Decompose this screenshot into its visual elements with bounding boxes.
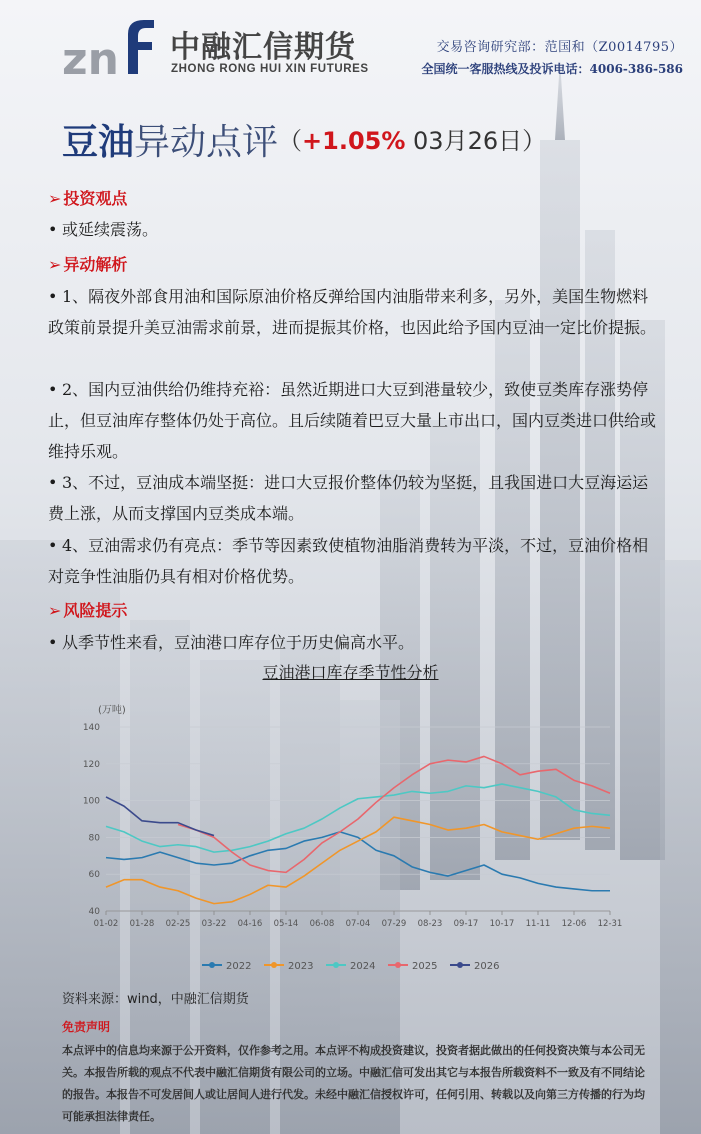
bullet-icon: • (48, 220, 58, 239)
y-tick-label: 120 (82, 759, 100, 770)
analysis-item-2: • 2、国内豆油供给仍维持充裕：虽然近期进口大豆到港量较少，致使豆类库存涨势停止，但豆油库存整体仍处于高位。且后续随着巴豆大量上市出口，国内豆类进口供给或维持乐观。 (48, 374, 660, 467)
legend-marker-2023 (271, 962, 277, 968)
y-unit-label: (万吨) (98, 705, 126, 716)
disclaimer-heading: 免责声明 (62, 1020, 111, 1034)
x-tick-label: 04-16 (237, 919, 263, 929)
series-line-2023 (106, 817, 610, 903)
x-tick-label: 11-11 (525, 919, 551, 929)
legend-marker-2026 (457, 962, 463, 968)
analysis-item-4: • 4、豆油需求仍有亮点：季节等因素致使植物油脂消费转为平淡，不过，豆油价格相对竞争性油脂仍具有相对价格优势。 (48, 530, 660, 592)
x-tick-label: 07-04 (345, 919, 371, 929)
arrow-icon: ➢ (48, 189, 62, 208)
chart-title: 豆油港口库存季节性分析 (262, 663, 439, 682)
legend-label-2024: 2024 (350, 961, 376, 972)
title-paren: （ (278, 127, 303, 155)
title-date: 03月26日） (405, 127, 547, 155)
title-change: +1.05% (302, 127, 406, 155)
data-source: 资料来源：wind，中融汇信期货 (62, 992, 249, 1007)
research-contact: 交易咨询研究部：范国和（Z0014795） (436, 40, 683, 55)
legend-marker-2022 (209, 962, 215, 968)
legend-marker-2025 (395, 962, 401, 968)
y-tick-label: 140 (82, 723, 100, 733)
x-tick-label: 06-08 (309, 919, 335, 929)
x-tick-label: 02-25 (165, 919, 191, 929)
title-product: 豆油 (62, 122, 135, 163)
view-item: • 或延续震荡。 (48, 214, 660, 245)
y-tick-label: 80 (88, 833, 100, 844)
x-tick-label: 12-06 (561, 919, 587, 929)
legend-label-2026: 2026 (474, 961, 500, 972)
x-tick-label: 07-29 (381, 919, 407, 929)
x-tick-label: 09-17 (453, 919, 479, 929)
arrow-icon: ➢ (48, 601, 62, 620)
legend-label-2022: 2022 (226, 961, 252, 972)
legend-label-2023: 2023 (288, 961, 314, 972)
bullet-icon: • (48, 287, 58, 306)
title-topic: 异动点评 (134, 122, 279, 163)
bullet-icon: • (48, 633, 58, 652)
logo-mark-zn: zn (62, 34, 119, 82)
series-line-2026 (106, 797, 214, 836)
disclaimer-text: 本点评中的信息均来源于公开资料，仅作参考之用。本点评不构成投资建议，投资者据此做出的任何投资决策与本公司无关。本报告所载的观点不代表中融汇信期货有限公司的立场。中融汇信可发出其它与本报告所载资料不一致及有不同结论的报告。本报告不可发居间人或让居间人进行代发。未经中融汇信授权许可，任何引用、转载以及向第三方传播的行为均可能承担法律责任。 (62, 1044, 645, 1123)
x-tick-label: 10-17 (489, 919, 515, 929)
arrow-icon: ➢ (48, 255, 62, 274)
y-tick-label: 60 (88, 870, 100, 881)
legend-label-2025: 2025 (412, 961, 438, 972)
section-heading-risk: ➢ 风险提示 (48, 601, 128, 620)
logo-mark-f (128, 20, 154, 74)
x-tick-label: 01-28 (129, 919, 155, 929)
inventory-seasonal-chart (62, 695, 642, 985)
section-heading-analysis: ➢ 异动解析 (48, 255, 128, 274)
company-name-en: ZHONG RONG HUI XIN FUTURES (171, 63, 369, 75)
x-tick-label: 03-22 (201, 919, 227, 929)
analysis-item-3: • 3、不过，豆油成本端坚挺：进口大豆报价整体仍较为坚挺，且我国进口大豆海运运费上涨，从而支撑国内豆类成本端。 (48, 467, 660, 529)
x-tick-label: 08-23 (417, 919, 443, 929)
analysis-item-1: • 1、隔夜外部食用油和国际原油价格反弹给国内油脂带来利多，另外，美国生物燃料政策前景提升美豆油需求前景，进而提振其价格，也因此给予国内豆油一定比价提振。 (48, 281, 660, 343)
page-title (62, 114, 546, 165)
legend-marker-2024 (333, 962, 339, 968)
company-logo-icon (62, 12, 162, 82)
y-tick-label: 100 (82, 796, 100, 807)
y-tick-label: 40 (88, 907, 100, 917)
x-tick-label: 01-02 (93, 919, 119, 929)
section-heading-view: ➢ 投资观点 (48, 189, 128, 208)
company-name-cn: 中融汇信期货 (170, 30, 356, 65)
risk-item: • 从季节性来看，豆油港口库存位于历史偏高水平。 (48, 627, 660, 658)
x-tick-label: 05-14 (273, 919, 299, 929)
hotline-contact: 全国统一客服热线及投诉电话：4006-386-586 (421, 62, 683, 76)
bullet-icon: • (48, 473, 58, 492)
bullet-icon: • (48, 536, 58, 555)
bullet-icon: • (48, 380, 58, 399)
x-tick-label: 12-31 (597, 919, 623, 929)
